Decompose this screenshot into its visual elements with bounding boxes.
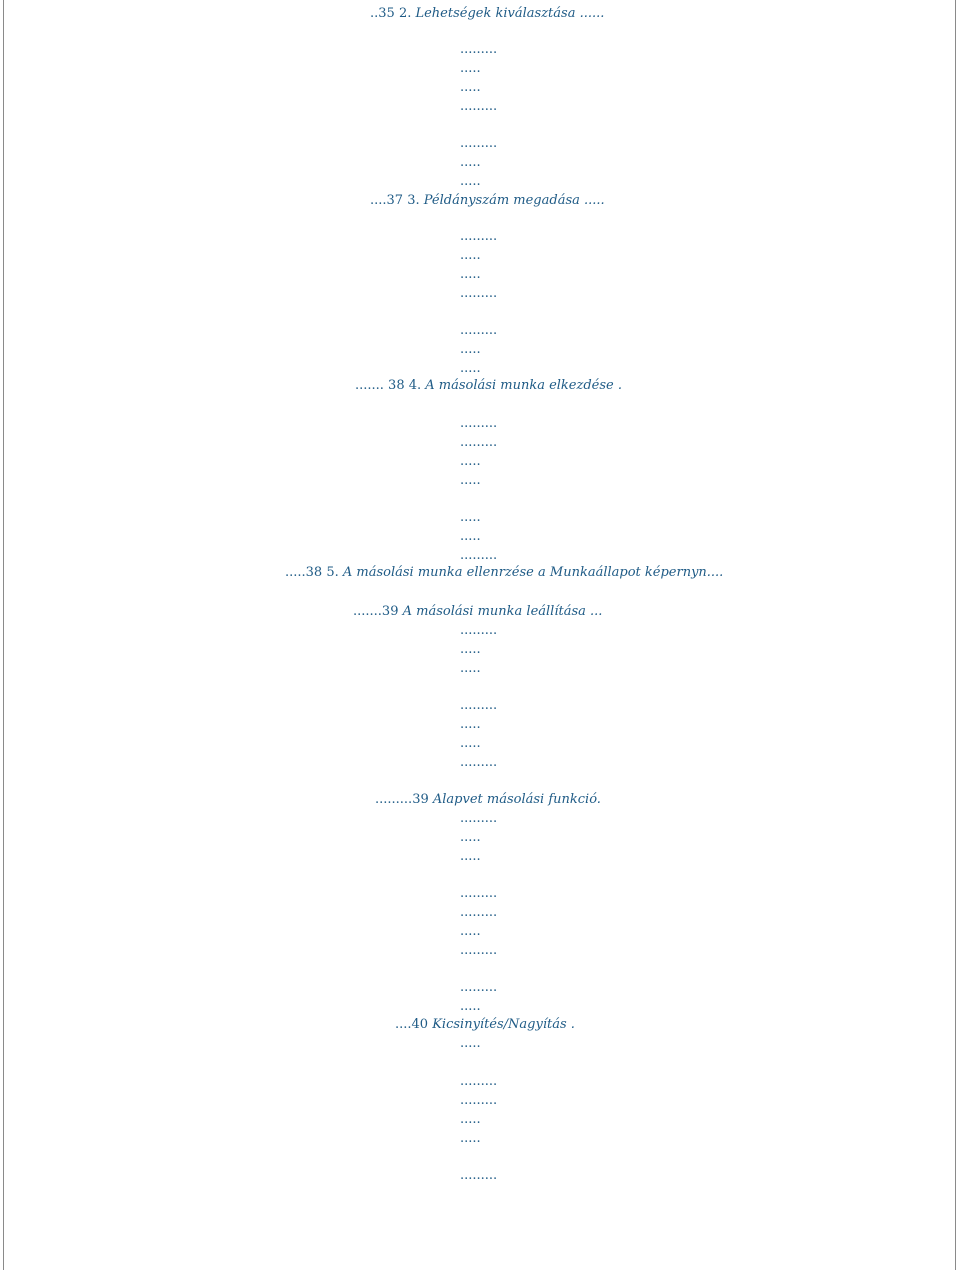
dot-leader: .....: [460, 61, 481, 76]
toc-entry-prefix: .....38 5.: [285, 565, 343, 580]
dot-leader: .....: [460, 361, 481, 376]
dot-leader: .........: [460, 980, 498, 995]
toc-entry[interactable]: [370, 6, 604, 22]
dot-leader: .........: [460, 416, 498, 431]
dot-leader: .....: [460, 1112, 481, 1127]
dot-leader: .....: [460, 342, 481, 357]
toc-entry[interactable]: [353, 604, 602, 620]
dot-leader: .....: [460, 830, 481, 845]
dot-leader: .........: [460, 99, 498, 114]
toc-entry-prefix: ....... 38 4.: [355, 378, 426, 393]
toc-entry-prefix: .........39: [375, 792, 433, 807]
dot-leader: .....: [460, 454, 481, 469]
toc-entry-title: Alapvet másolási funkció.: [432, 792, 601, 807]
toc-entry-prefix: ....40: [395, 1017, 433, 1032]
dot-leader: .....: [460, 1131, 481, 1146]
toc-entry[interactable]: [375, 792, 601, 808]
toc-entry-title: Lehetségek kiválasztása ......: [415, 6, 605, 21]
dot-leader: .........: [460, 886, 498, 901]
dot-leader: .....: [460, 174, 481, 189]
dot-leader: .....: [460, 155, 481, 170]
dot-leader: .....: [460, 642, 481, 657]
dot-leader: .....: [460, 736, 481, 751]
dot-leader: .....: [460, 473, 481, 488]
toc-entry-title: Kicsinyítés/Nagyítás .: [432, 1017, 575, 1032]
dot-leader: .....: [460, 717, 481, 732]
dot-leader: .........: [460, 755, 498, 770]
dot-leader: .....: [460, 661, 481, 676]
dot-leader: .....: [460, 80, 481, 95]
dot-leader: .....: [460, 529, 481, 544]
toc-entry-prefix: ..35 2.: [370, 6, 416, 21]
dot-leader: .....: [460, 924, 481, 939]
toc-entry-title: A másolási munka leállítása ...: [402, 604, 603, 619]
toc-entry[interactable]: [355, 378, 622, 394]
toc-entry-title: Példányszám megadása .....: [423, 193, 605, 208]
dot-leader: .........: [460, 1168, 498, 1183]
dot-leader: .........: [460, 323, 498, 338]
dot-leader: .....: [460, 1036, 481, 1051]
dot-leader: .....: [460, 849, 481, 864]
dot-leader: .........: [460, 548, 498, 563]
toc-entry[interactable]: [370, 193, 605, 209]
toc-entry[interactable]: [285, 565, 723, 581]
dot-leader: .........: [460, 286, 498, 301]
dot-leader: .........: [460, 623, 498, 638]
toc-entry-prefix: ....37 3.: [370, 193, 424, 208]
toc-entry[interactable]: [395, 1017, 575, 1033]
dot-leader: .....: [460, 999, 481, 1014]
dot-leader: .........: [460, 1074, 498, 1089]
dot-leader: .........: [460, 1093, 498, 1108]
dot-leader: .........: [460, 698, 498, 713]
dot-leader: .........: [460, 136, 498, 151]
page-edge-right: [955, 0, 956, 1270]
dot-leader: .........: [460, 229, 498, 244]
toc-entry-title: A másolási munka ellenrzése a Munkaállapot képernyn....: [342, 565, 724, 580]
dot-leader: .........: [460, 905, 498, 920]
dot-leader: .........: [460, 42, 498, 57]
dot-leader: .........: [460, 943, 498, 958]
dot-leader: .....: [460, 510, 481, 525]
toc-entry-prefix: .......39: [353, 604, 403, 619]
dot-leader: .........: [460, 811, 498, 826]
dot-leader: .....: [460, 267, 481, 282]
toc-entry-title: A másolási munka elkezdése .: [425, 378, 622, 393]
dot-leader: .........: [460, 435, 498, 450]
page-edge-left: [3, 0, 4, 1270]
dot-leader: .....: [460, 248, 481, 263]
